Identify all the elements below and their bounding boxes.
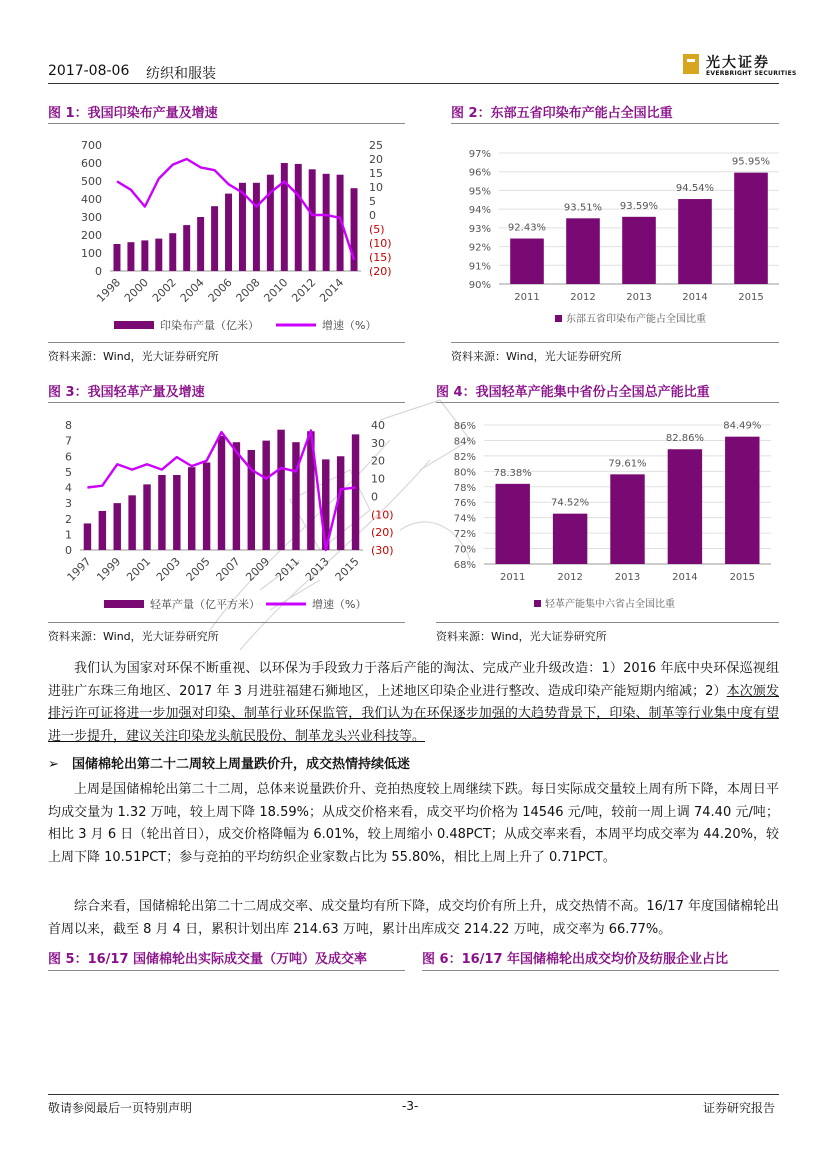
- bar: [277, 430, 284, 550]
- fig1-source: 资料来源：Wind，光大证券研究所: [48, 350, 219, 363]
- x-axis-tick-label: 2003: [153, 554, 183, 584]
- right-axis-tick-label: 25: [369, 139, 383, 152]
- x-axis-tick-label: 2015: [738, 292, 764, 303]
- bar: [143, 484, 150, 550]
- y-axis-tick-label: 86%: [453, 421, 476, 432]
- x-axis-tick-label: 2013: [614, 572, 641, 583]
- growth-line: [117, 159, 354, 260]
- x-axis-tick-label: 2012: [557, 572, 583, 583]
- x-axis-tick-label: 2001: [124, 554, 154, 584]
- legend-label: 东部五省印染布产能占全国比重: [566, 314, 706, 325]
- left-axis-tick-label: 200: [81, 229, 102, 242]
- y-axis-tick-label: 82%: [453, 451, 476, 463]
- x-axis-tick-label: 1998: [94, 275, 124, 305]
- paragraph-summary: 综合来看，国储棉轮出第二十二周成交率、成交量均有所下降，成交均价有所上升，成交热情不高。16/17 年度国储棉轮出首周以来，截至 8 月 4 日，累积计划出库 214.63 万吨，累计出库成交 214.22 万吨，成交率为 66.77%。: [48, 899, 779, 937]
- bar: [668, 449, 702, 564]
- x-axis-tick-label: 1999: [94, 554, 124, 584]
- bar: [281, 163, 288, 271]
- data-label: 84.49%: [723, 420, 762, 432]
- data-label: 74.52%: [551, 497, 590, 509]
- bar: [173, 475, 180, 550]
- bar: [203, 463, 210, 551]
- x-axis-tick-label: 2015: [332, 554, 362, 584]
- legend-swatch: [534, 600, 541, 607]
- x-axis-tick-label: 1997: [64, 554, 94, 584]
- fig1-chart: [48, 130, 405, 342]
- fig3-source-divider: [48, 622, 405, 623]
- right-axis-tick-label: (10): [371, 508, 394, 522]
- x-axis-tick-label: 2008: [233, 275, 263, 305]
- left-axis-tick-label: 400: [81, 193, 102, 206]
- bar: [113, 244, 120, 271]
- fig4-title: 图 4：我国轻革产能集中省份占全国总产能比重: [436, 385, 710, 400]
- bar: [197, 217, 204, 271]
- bar: [225, 194, 232, 271]
- y-axis-tick-label: 72%: [453, 529, 476, 541]
- bar: [114, 503, 121, 550]
- section-heading: [48, 753, 410, 772]
- data-label: 82.86%: [665, 433, 704, 445]
- data-label: 78.38%: [493, 467, 532, 479]
- bar: [309, 169, 316, 271]
- fig6-title-divider: [422, 970, 779, 971]
- data-label: 92.43%: [507, 222, 547, 234]
- left-axis-tick-label: 600: [81, 157, 102, 170]
- fig2-chart: [451, 130, 779, 342]
- paragraph-weekly-auction: 上周是国储棉轮出第二十二周，总体来说量跌价升、竞拍热度较上周继续下跌。每日实际成交量较上周有所下降，本周日平均成交量为 1.32 万吨，较上周下降 18.59%；从成交价格来看，成交平均价格为 14546 元/吨，较前一周上调 74.40 元/吨；相比 3 月 6 日（轮出首日），成交价格降幅为 6.01%，较上周缩小 0.48PCT；从成交率来看，本周平均成交率为 44.20%，较上周下降 10.51PCT；参与竞拍的平均纺织企业家数占比为 55.80%，相比上周上升了 0.71PCT。: [48, 782, 779, 865]
- data-label: 93.51%: [563, 202, 603, 214]
- legend-swatch-bar: [114, 321, 154, 329]
- x-axis-tick-label: 2005: [183, 554, 213, 584]
- bar: [725, 437, 759, 564]
- fig6-title: 图 6：16/17 年国储棉轮出成交均价及纺服企业占比: [422, 952, 729, 967]
- fig3-title: 图 3：我国轻革产量及增速: [48, 385, 205, 400]
- x-axis-tick-label: 2014: [317, 275, 347, 305]
- x-axis-tick-label: 2015: [729, 572, 756, 583]
- fig4-title-divider: [436, 402, 779, 403]
- bar: [622, 217, 656, 284]
- x-axis-tick-label: 2011: [514, 292, 540, 303]
- bar: [566, 218, 600, 284]
- x-axis-tick-label: 2006: [205, 275, 235, 305]
- y-axis-tick-label: 93%: [468, 223, 491, 235]
- x-axis-tick-label: 2010: [261, 275, 291, 305]
- bullet-arrow-icon: ➢: [48, 757, 59, 772]
- x-axis-tick-label: 2004: [177, 275, 207, 305]
- right-axis-tick-label: 10: [369, 181, 383, 194]
- data-label: 95.95%: [731, 156, 771, 168]
- bar: [292, 442, 299, 550]
- x-axis-tick-label: 2007: [213, 554, 243, 584]
- paragraph-environment-emphasis: 本次颁发排污许可证将进一步加强对印染、制革行业环保监管，我们认为在环保逐步加强的大趋势背景下，印染、制革等行业集中度有望进一步提升，建议关注印染龙头航民股份、制革龙头兴业科技等。: [48, 683, 779, 744]
- legend-label: 增速（%）: [312, 598, 367, 611]
- left-axis-tick-label: 1: [65, 528, 72, 542]
- x-axis-tick-label: 2011: [273, 554, 303, 584]
- left-axis-tick-label: 500: [81, 175, 102, 188]
- y-axis-tick-label: 92%: [468, 242, 491, 254]
- fig4-source-divider: [436, 622, 779, 623]
- fig4-source: 资料来源：Wind，光大证券研究所: [436, 630, 607, 643]
- left-axis-tick-label: 7: [65, 434, 72, 448]
- legend-label: 印染布产量（亿米）: [160, 319, 259, 332]
- page-number: -3-: [402, 1099, 419, 1113]
- left-axis-tick-label: 700: [81, 139, 102, 152]
- right-axis-tick-label: (30): [371, 544, 394, 557]
- fig2-source: 资料来源：Wind，光大证券研究所: [451, 350, 622, 363]
- bar: [128, 495, 135, 550]
- y-axis-tick-label: 91%: [468, 261, 491, 273]
- bar: [553, 514, 587, 564]
- bar: [678, 199, 712, 284]
- fig2-title-divider: [451, 123, 779, 124]
- y-axis-tick-label: 94%: [468, 205, 491, 217]
- data-label: 93.59%: [619, 200, 659, 212]
- fig3-title-divider: [48, 402, 405, 403]
- left-axis-tick-label: 5: [65, 465, 72, 479]
- y-axis-tick-label: 68%: [453, 560, 476, 571]
- bar: [233, 442, 240, 550]
- y-axis-tick-label: 76%: [453, 498, 476, 510]
- footer-divider: [48, 1094, 779, 1095]
- right-axis-tick-label: (5): [369, 223, 385, 236]
- bar: [141, 240, 148, 271]
- bar: [99, 511, 106, 550]
- bar: [155, 239, 162, 271]
- logo-text: 光大证券: [706, 55, 770, 71]
- paragraph-environment-lead: 我们认为国家对环保不断重视、以环保为手段致力于落后产能的淘汰、完成产业升级改造：1）2016 年底中央环保巡视组进驻广东珠三角地区、2017 年 3 月进驻福建石狮地区，上述地区印染企业进行整改、造成印染产能短期内缩减；2）: [48, 661, 779, 699]
- x-axis-tick-label: 2012: [289, 275, 319, 305]
- bar: [262, 441, 269, 550]
- footer-report-type: 证券研究报告: [703, 1101, 776, 1115]
- right-axis-tick-label: (15): [369, 251, 392, 264]
- x-axis-tick-label: 2013: [302, 554, 332, 584]
- legend-label: 轻革产能集中六省占全国比重: [545, 599, 675, 610]
- right-axis-tick-label: 0: [371, 490, 378, 504]
- right-axis-tick-label: (10): [369, 237, 392, 250]
- right-axis-tick-label: 0: [369, 209, 376, 222]
- right-axis-tick-label: 15: [369, 167, 383, 180]
- footer-disclaimer: 敬请参阅最后一页特别声明: [48, 1101, 193, 1115]
- right-axis-tick-label: 20: [369, 153, 383, 166]
- y-axis-tick-label: 80%: [453, 467, 476, 479]
- left-axis-tick-label: 6: [65, 450, 72, 464]
- x-axis-tick-label: 2009: [243, 554, 273, 584]
- fig1-source-divider: [48, 342, 405, 343]
- section-heading-text: 国储棉轮出第二十二周较上周量跌价升，成交热情持续低迷: [72, 757, 411, 772]
- bar: [158, 475, 165, 550]
- x-axis-tick-label: 2013: [626, 292, 652, 303]
- left-axis-tick-label: 100: [81, 247, 102, 260]
- left-axis-tick-label: 3: [65, 497, 72, 511]
- header-divider: [48, 83, 779, 84]
- logo-subtext: EVERBRIGHT SECURITIES: [706, 70, 797, 77]
- paragraph-environment: [48, 658, 779, 748]
- report-date: 2017-08-06: [48, 63, 130, 79]
- right-axis-tick-label: 40: [371, 419, 385, 432]
- bar: [734, 173, 768, 284]
- x-axis-tick-label: 2011: [499, 572, 526, 583]
- left-axis-tick-label: 4: [65, 481, 72, 495]
- y-axis-tick-label: 84%: [453, 436, 476, 448]
- bar: [169, 233, 176, 271]
- right-axis-tick-label: 20: [371, 454, 385, 468]
- fig3-chart: [48, 409, 405, 621]
- bar: [211, 206, 218, 271]
- right-axis-tick-label: (20): [371, 526, 394, 540]
- bar: [495, 484, 529, 564]
- y-axis-tick-label: 96%: [468, 167, 491, 179]
- fig2-title: 图 2：东部五省印染布产能占全国比重: [451, 106, 673, 121]
- fig5-title-divider: [48, 970, 405, 971]
- x-axis-tick-label: 2014: [672, 572, 698, 583]
- bar: [510, 239, 544, 284]
- y-axis-tick-label: 70%: [453, 544, 476, 556]
- bar: [610, 474, 644, 564]
- legend-swatch-bar: [104, 600, 144, 608]
- right-axis-tick-label: 10: [371, 472, 385, 486]
- y-axis-tick-label: 90%: [468, 280, 491, 291]
- x-axis-tick-label: 2012: [570, 292, 596, 303]
- x-axis-tick-label: 2014: [682, 292, 708, 303]
- fig4-chart: [436, 409, 779, 621]
- bar: [183, 225, 190, 271]
- left-axis-tick-label: 0: [95, 265, 102, 278]
- y-axis-tick-label: 97%: [468, 149, 491, 160]
- x-axis-tick-label: 2000: [121, 275, 151, 305]
- fig3-source: 资料来源：Wind，光大证券研究所: [48, 630, 219, 643]
- bar: [295, 164, 302, 271]
- x-axis-tick-label: 2002: [149, 275, 179, 305]
- y-axis-tick-label: 78%: [453, 482, 476, 494]
- left-axis-tick-label: 300: [81, 211, 102, 224]
- fig2-source-divider: [451, 342, 779, 343]
- logo-icon: [683, 54, 699, 74]
- fig1-title-divider: [48, 123, 405, 124]
- data-label: 94.54%: [675, 183, 715, 195]
- report-sector: 纺织和服装: [146, 66, 216, 82]
- bar: [218, 436, 225, 550]
- right-axis-tick-label: 5: [369, 195, 376, 208]
- legend-label: 轻革产量（亿平方米）: [150, 598, 260, 611]
- right-axis-tick-label: (20): [369, 265, 392, 278]
- y-axis-tick-label: 95%: [468, 186, 491, 198]
- legend-swatch: [555, 315, 562, 322]
- fig1-title: 图 1：我国印染布产量及增速: [48, 106, 218, 121]
- bar: [323, 174, 330, 271]
- bar: [188, 467, 195, 550]
- bar: [127, 242, 134, 271]
- bar: [84, 523, 91, 550]
- legend-label: 增速（%）: [322, 319, 377, 332]
- right-axis-tick-label: 30: [371, 436, 385, 450]
- y-axis-tick-label: 74%: [453, 513, 476, 525]
- data-label: 79.61%: [608, 458, 647, 470]
- left-axis-tick-label: 8: [65, 419, 72, 432]
- bar: [352, 434, 359, 550]
- bar: [253, 183, 260, 271]
- fig5-title: 图 5：16/17 国储棉轮出实际成交量（万吨）及成交率: [48, 952, 368, 967]
- left-axis-tick-label: 0: [65, 544, 72, 557]
- left-axis-tick-label: 2: [65, 512, 72, 526]
